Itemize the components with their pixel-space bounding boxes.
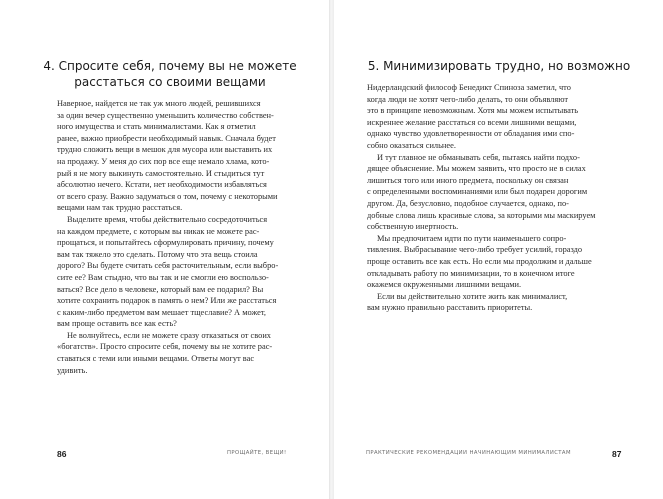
right-page — [334, 0, 663, 499]
section-heading-4 — [28, 58, 312, 90]
running-head: ПРАКТИЧЕСКИЕ РЕКОМЕНДАЦИИ НАЧИНАЮЩИМ МИНИМАЛИСТАМ — [366, 450, 571, 456]
text-line: собно оказаться сильнее. — [367, 140, 456, 150]
text-line: вам так тяжело это сделать. Потому что эта вещь стоила — [57, 249, 258, 259]
text-line: дорого? Вы будете считать себя расточительным, если выбро- — [57, 261, 279, 271]
text-line: Не волнуйтесь, если не можете сразу отказаться от своих — [67, 330, 271, 340]
text-line: с каким-либо предметом вам мешает тщеславие? А может, — [57, 307, 266, 317]
text-line: Наверное, найдется не так уж много людей, решившихся — [57, 99, 261, 108]
text-line: от всего сразу. Важно задуматься о том, почему с некоторыми — [57, 191, 278, 201]
text-line: Выделите время, чтобы действительно сосредоточиться — [67, 214, 268, 224]
text-line: Нидерландский философ Бенедикт Спиноза заметил, что — [367, 83, 571, 92]
page-number: 86 — [57, 449, 67, 459]
text-line: однако чувство удовлетворенности от обладания ими спо- — [367, 129, 575, 139]
page-number: 87 — [612, 449, 622, 459]
heading-line: 5. Минимизировать трудно, но возможно — [367, 59, 631, 73]
right-body-text — [367, 82, 629, 314]
text-line: Мы предпочитаем идти по пути наименьшего сопро- — [377, 233, 567, 243]
text-line: абсолютно нечего. Кстати, нет необходимости избавляться — [57, 180, 267, 190]
heading-line: 4. Спросите себя, почему вы не можете — [43, 59, 297, 73]
text-line: хотите сохранить подарок в память о нем? Или же расстаться — [57, 296, 277, 306]
text-line: на каждом предмете, с которым вы никак не можете рас- — [57, 226, 260, 236]
section-heading-5 — [354, 58, 644, 74]
text-line: с определенными воспоминаниями или был подарен дорогим — [367, 187, 588, 197]
left-body-text — [57, 98, 315, 376]
text-line: И тут главное не обманывать себя, пытаясь найти подхо- — [377, 152, 580, 162]
text-line: ранее, важно приобрести необходимый навык. Сначала будет — [57, 133, 276, 143]
text-line: трудно сложить вещи в мешок для мусора или выставить их — [57, 145, 273, 155]
text-line: «богатств». Просто спросите себя, почему вы не хотите рас- — [57, 342, 273, 352]
text-line: дящее объяснение. Мы можем заявить, что просто не в силах — [367, 164, 586, 174]
text-line: лишиться того или иного предмета, поскольку он связан — [367, 175, 569, 185]
text-line: ного имущества и стать минималистами. Как я отметил — [57, 122, 256, 132]
text-line: ваться? Все дело в человеке, который вам ее подарил? Вы — [57, 284, 264, 294]
text-line: на продажу. У меня до сих пор все еще немало хлама, кото- — [57, 156, 270, 166]
text-line: тивления. Выбрасывание чего-либо требует усилий, гораздо — [367, 245, 583, 255]
text-line: сите ее? Вам стыдно, что вы так и не смогли ею воспользо- — [57, 272, 269, 282]
text-line: другом. Да, безусловно, подобное случается, однако, по- — [367, 198, 569, 208]
left-page — [0, 0, 329, 499]
text-line: вам проще оставить все как есть? — [57, 319, 177, 329]
text-line: вещами нам так трудно расстаться. — [57, 203, 183, 213]
text-line: за один вечер существенно уменьшить количество собствен- — [57, 110, 274, 120]
text-line: это в принципе невозможным. Хотя мы можем испытывать — [367, 106, 579, 116]
text-line: откладывать работу по минимизации, то в конечном итоге — [367, 268, 575, 278]
text-line: удивить. — [57, 365, 88, 375]
text-line: окажемся окруженными лишними вещами. — [367, 280, 522, 290]
text-line: рый я не могу выкинуть самостоятельно. И стыдиться тут — [57, 168, 265, 178]
text-line: вам нужно правильно расставить приоритеты. — [367, 303, 533, 313]
text-line: Если вы действительно хотите жить как минималист, — [377, 291, 568, 301]
text-line: ставаться с теми или иными вещами. Ответы могут вас — [57, 354, 255, 364]
text-line: добные слова лишь красивые слова, за которыми мы маскируем — [367, 210, 596, 220]
text-line: проще оставить все как есть. Но если мы продолжим и дальше — [367, 256, 592, 266]
text-line: собственную инертность. — [367, 222, 459, 232]
running-head: ПРОЩАЙТЕ, ВЕЩИ! — [227, 450, 287, 456]
heading-line: расстаться со своими вещами — [74, 75, 266, 89]
text-line: когда люди не хотят чего-либо делать, то они объявляют — [367, 94, 568, 104]
text-line: прощаться, и попытайтесь сформулировать причину, почему — [57, 238, 274, 248]
text-line: искреннее желание расстаться со всеми лишними вещами, — [367, 117, 577, 127]
